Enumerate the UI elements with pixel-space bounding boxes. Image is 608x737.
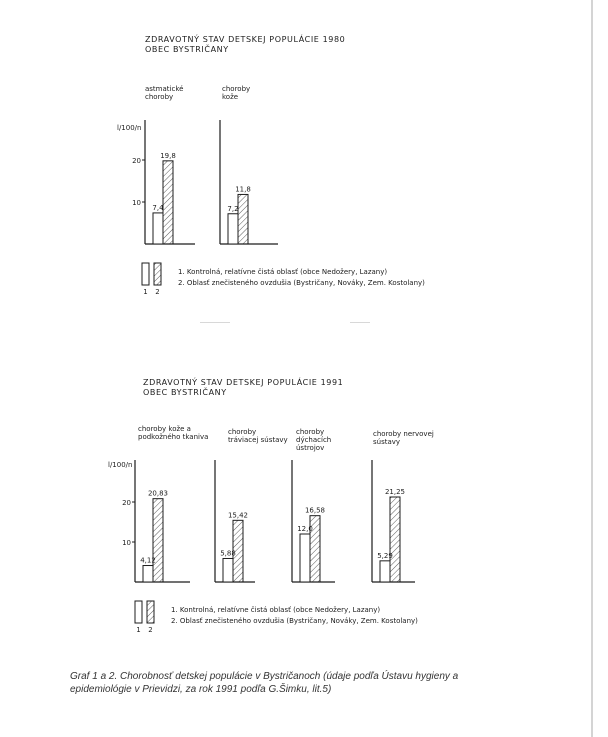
legend-key-control [142,263,149,285]
legend-key-label: 2 [148,626,153,634]
chart2-legend-1: 1. Kontrolná, relatívne čistá oblasť (obce Nedožery, Lazany) [171,606,381,614]
chart2-legend-2: 2. Oblasť znečisteného ovzdušia (Bystričany, Nováky, Zem. Kostolany) [171,617,418,625]
chart1-legend-1: 1. Kontrolná, relatívne čistá oblasť (obce Nedožery, Lazany) [178,268,388,276]
chart1-title: ZDRAVOTNÝ STAV DETSKEJ POPULÁCIE 1980 [145,35,346,44]
bar-polluted [163,161,173,244]
bar-polluted [390,497,400,582]
legend-key-polluted [154,263,161,285]
chart2-category-4: choroby nervovej sústavy [373,430,434,446]
chart1-legend-2: 2. Oblasť znečisteného ovzdušia (Bystričany, Nováky, Zem. Kostolany) [178,279,425,287]
chart2-title: ZDRAVOTNÝ STAV DETSKEJ POPULÁCIE 1991 [143,378,344,387]
data-label: 12,0 [297,525,313,533]
legend-key-label: 1 [136,626,141,634]
data-label: 20,83 [147,489,169,498]
chart2-subtitle: OBEC BYSTRIČANY [143,388,227,397]
data-label: 5,29 [377,551,393,560]
legend-key-polluted [147,601,154,623]
bar-control [223,558,233,582]
chart1-ylabel: l/100/n [117,124,142,132]
chart2-ylabel: l/100/n [108,461,133,469]
legend-key-label: 2 [155,288,160,296]
figure-caption: Graf 1 a 2. Chorobnosť detskej populácie v Bystričanoch (údaje podľa Ústavu hygieny a epidemiológie v Prievidzi, za rok 1991 podľa G.Šimku, lit.5) [70,671,459,695]
chart2-category-3: choroby dýchacích ústrojov [296,428,332,452]
data-label: 5,88 [220,549,236,558]
data-label: 7,4 [152,203,164,212]
data-label: 4,12 [140,556,156,565]
chart1-subtitle: OBEC BYSTRIČANY [145,45,229,54]
y-tick-label: 10 [132,199,141,207]
data-label: 7,2 [227,204,239,213]
bar-control [380,561,390,582]
legend-key-control [135,601,142,623]
data-label: 16,58 [304,506,326,515]
bar-polluted [238,194,248,244]
chart2-category-2: choroby tráviacej sústavy [228,428,288,444]
data-label: 15,42 [227,511,249,520]
bar-control [153,213,163,244]
chart1-category-2: choroby kože [222,85,251,101]
bar-control [300,534,310,582]
y-tick-label: 20 [132,157,141,165]
bar-control [143,566,153,582]
legend-key-label: 1 [143,288,148,296]
chart1-category-1: astmatické choroby [145,85,184,101]
bar-polluted [153,499,163,582]
chart2-category-1: choroby kože a podkožného tkaniva [138,425,209,441]
y-tick-label: 10 [122,539,131,547]
data-label: 19,8 [160,151,176,160]
data-label: 21,25 [384,488,406,496]
bar-control [228,214,238,244]
y-tick-label: 20 [122,499,131,507]
data-label: 11,8 [235,185,251,194]
